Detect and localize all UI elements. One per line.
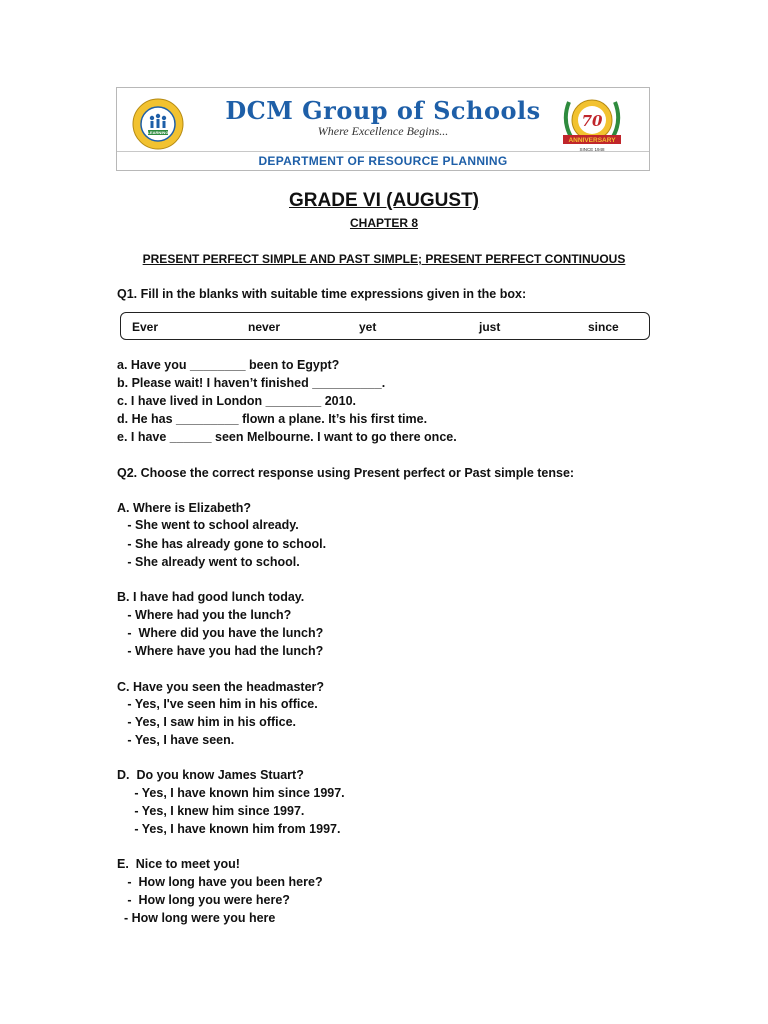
q2-option: - Yes, I knew him since 1997. [117, 804, 305, 818]
q2-option: - How long were you here [117, 911, 276, 925]
word-box-item: Ever [132, 320, 159, 334]
q2-option: - How long you were here? [117, 893, 290, 907]
q2-prompt-a: A. Where is Elizabeth? [117, 501, 252, 515]
q2-prompt-c: C. Have you seen the headmaster? [117, 680, 325, 694]
word-box-item: never [248, 320, 281, 334]
chapter-label: CHAPTER 8 [349, 216, 418, 230]
word-box [120, 312, 650, 340]
word-box-item: just [479, 320, 501, 334]
school-tagline: Where Excellence Begins... [317, 124, 449, 138]
anniversary-logo [555, 94, 629, 154]
q2-option: - Where had you the lunch? [117, 608, 292, 622]
anniversary-number: 70 [581, 112, 603, 130]
q1-question: Q1. Fill in the blanks with suitable time expressions given in the box: [117, 287, 527, 301]
q2-option: - Yes, I have known him since 1997. [117, 786, 345, 800]
school-name: DCM Group of Schools [225, 96, 541, 125]
q2-prompt-d: D. Do you know James Stuart? [117, 768, 304, 782]
q2-option: - Yes, I've seen him in his office. [117, 697, 318, 711]
q2-option: - Yes, I have known him from 1997. [117, 822, 341, 836]
q2-option: - She went to school already. [117, 518, 299, 532]
q2-option: - How long have you been here? [117, 875, 323, 889]
q2-option: - She already went to school. [117, 555, 300, 569]
q2-option: - Where have you had the lunch? [117, 644, 324, 658]
q1-item-a: a. Have you ________ been to Egypt? [117, 358, 340, 372]
anniversary-since-text: SINCE 1948 [579, 147, 605, 152]
worksheet-title: GRADE VI (AUGUST) [289, 190, 479, 211]
q2-prompt-b: B. I have had good lunch today. [117, 590, 305, 604]
anniversary-ribbon-text: ANNIVERSARY [568, 137, 616, 144]
q2-question: Q2. Choose the correct response using Present perfect or Past simple tense: [117, 466, 575, 480]
q2-option: - She has already gone to school. [117, 537, 327, 551]
department-label: DEPARTMENT OF RESOURCE PLANNING [117, 151, 649, 170]
logo-learning-text: LEARNING [147, 130, 169, 135]
banner-top [117, 88, 649, 154]
q2-option: - Yes, I saw him in his office. [117, 715, 296, 729]
q2-prompt-e: E. Nice to meet you! [117, 857, 240, 871]
q1-item-c: c. I have lived in London ________ 2010. [117, 394, 357, 408]
q1-item-d: d. He has _________ flown a plane. It’s his first time. [117, 412, 428, 426]
q2-option: - Yes, I have seen. [117, 733, 235, 747]
topic-heading: PRESENT PERFECT SIMPLE AND PAST SIMPLE; PRESENT PERFECT CONTINUOUS [142, 252, 626, 266]
q1-item-e: e. I have ______ seen Melbourne. I want to go there once. [117, 430, 457, 444]
q2-option: - Where did you have the lunch? [117, 626, 324, 640]
q1-item-b: b. Please wait! I haven’t finished __________. [117, 376, 386, 390]
word-box-item: since [588, 320, 619, 334]
school-header-banner [116, 87, 650, 171]
word-box-item: yet [359, 320, 377, 334]
